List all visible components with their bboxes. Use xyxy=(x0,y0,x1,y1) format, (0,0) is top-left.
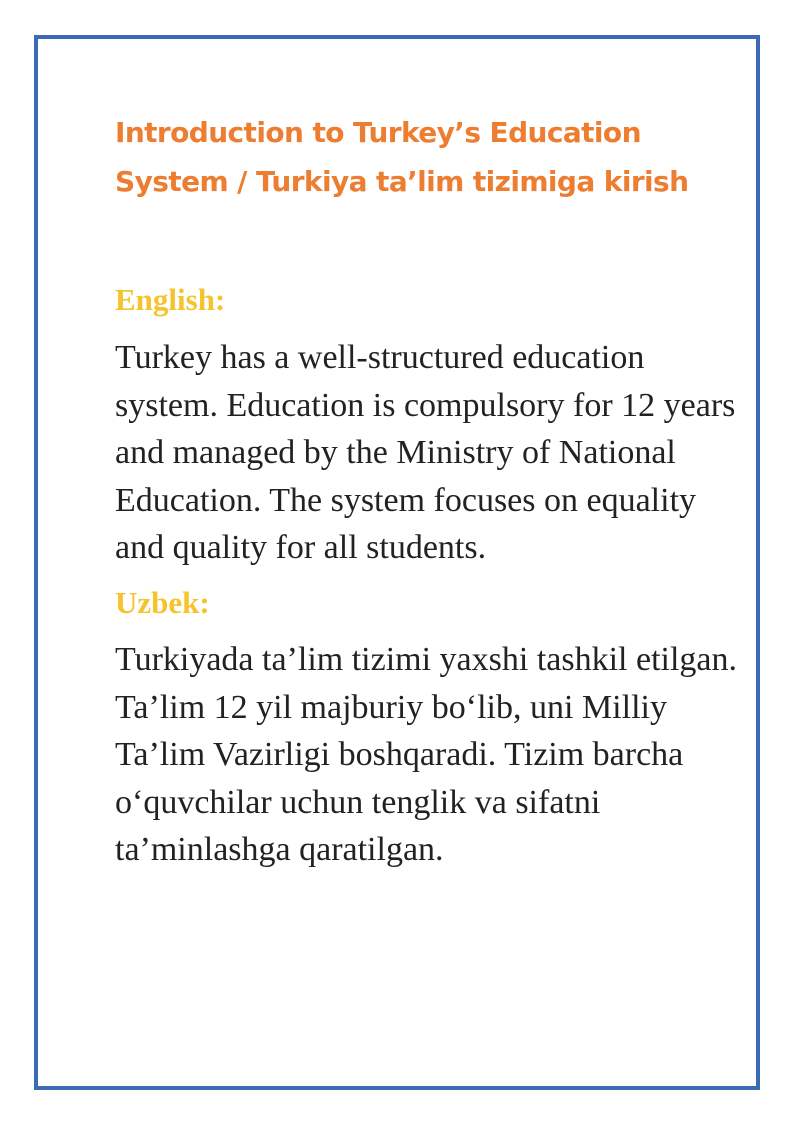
document-title: Introduction to Turkey’s Education System / Turkiya ta’lim tizimiga kirish xyxy=(115,116,689,198)
paragraph-english: Turkey has a well-structured education system. Education is compulsory for 12 years and managed by the Ministry of National Education. The system focuses on equality and quality for all students. xyxy=(115,339,736,566)
section-heading-english: English: xyxy=(115,282,226,317)
section-heading-uzbek: Uzbek: xyxy=(115,585,210,620)
paragraph-uzbek: Turkiyada ta’lim tizimi yaxshi tashkil etilgan. Ta’lim 12 yil majburiy bo‘lib, uni Milliy Ta’lim Vazirligi boshqaradi. Tizim barcha o‘quvchilar uchun tenglik va sifatni ta’minlashga qaratilgan. xyxy=(115,641,737,868)
